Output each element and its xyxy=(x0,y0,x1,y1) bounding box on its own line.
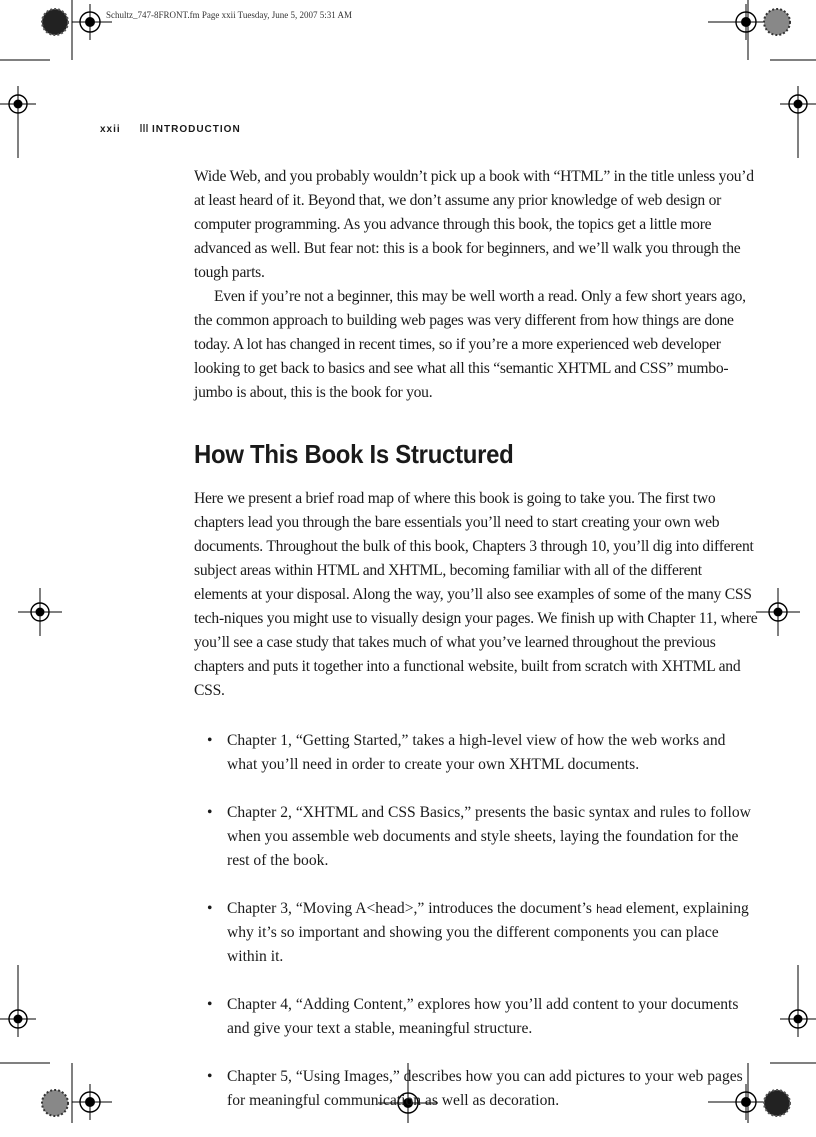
list-item xyxy=(194,801,758,873)
list-item xyxy=(194,1065,758,1113)
dark-target-top-left-icon xyxy=(40,7,70,37)
running-head xyxy=(100,124,241,135)
registration-target-left-icon xyxy=(0,86,36,158)
chapter-summary: Chapter 4, “Adding Content,” explores how you’ll add content to your documents and give your text a stable, meaningful structure. xyxy=(227,996,739,1037)
section-marker-icon xyxy=(140,124,149,135)
print-slug: Schultz_747-8FRONT.fm Page xxii Tuesday, June 5, 2007 5:31 AM xyxy=(106,10,353,20)
bullet-icon: • xyxy=(207,900,213,917)
inline-code: head xyxy=(595,902,622,916)
registration-target-bottom-left-inner-icon xyxy=(72,1084,108,1120)
chapter-summary-part: element, explaining why it’s so important and showing you the different components you can place within it. xyxy=(227,900,749,965)
running-head-section: INTRODUCTION xyxy=(152,124,241,136)
section-heading: How This Book Is Structured xyxy=(194,439,514,469)
bullet-icon: • xyxy=(207,996,213,1013)
registration-target-right-icon xyxy=(780,86,816,158)
page-number: xxii xyxy=(100,124,121,136)
registration-target-top-left-icon xyxy=(72,4,108,40)
bullet-icon: • xyxy=(207,1068,213,1085)
chapter-summary: Chapter 1, “Getting Started,” takes a high-level view of how the web works and what you’ll need in order to create your own XHTML documents. xyxy=(227,732,726,773)
chapter-list xyxy=(194,729,758,1113)
registration-target-bottom-left-icon xyxy=(0,965,36,1037)
gray-target-bottom-left-icon xyxy=(40,1088,70,1118)
registration-target-mid-left-icon xyxy=(18,588,62,636)
bullet-icon: • xyxy=(207,804,213,821)
page-body xyxy=(194,165,758,1137)
registration-target-mid-right-icon xyxy=(756,588,800,636)
chapter-summary: Chapter 5, “Using Images,” describes how you can add pictures to your web pages for meaningful communication as well as decoration. xyxy=(227,1068,743,1109)
registration-target-bottom-right-icon xyxy=(780,965,816,1037)
structure-paragraph: Here we present a brief road map of where this book is going to take you. The first two chapters lead you through the bare essentials you’ll need to start creating your own web documents. Throughout the bulk of this book, Chapters 3 through 10, you’ll dig into different subject areas within HTML and XHTML, becoming familiar with all of the different elements at your disposal. Along the way, you’ll also see examples of some of the many CSS tech-niques you might use to visually design your pages. We finish up with Chapter 11, where you’ll see a case study that takes much of what you’ve learned throughout the previous chapters and puts it together into a functional website, built from scratch with XHTML and CSS. xyxy=(194,490,758,699)
intro-paragraph-1: Wide Web, and you probably wouldn’t pick up a book with “HTML” in the title unless you’d at least heard of it. Beyond that, we don’t assume any prior knowledge of web design or computer programming. As you advance through this book, the topics get a little more advanced as well. But fear not: this is a book for beginners, and we’ll walk you through the tough parts. xyxy=(194,168,754,281)
registration-target-top-right-icon xyxy=(728,4,764,40)
list-item xyxy=(194,729,758,777)
chapter-summary: Chapter 2, “XHTML and CSS Basics,” presents the basic syntax and rules to follow when you assemble web documents and style sheets, laying the foundation for the rest of the book. xyxy=(227,804,751,869)
chapter-summary-part: Chapter 3, “Moving A<head>,” introduces the document’s xyxy=(227,900,596,917)
intro-paragraph-2: Even if you’re not a beginner, this may be well worth a read. Only a few short years ago, the common approach to building web pages was very different from how things are done today. A lot has changed in recent times, so if you’re a more experienced web developer looking to get back to basics and see what all this “semantic XHTML and CSS” mumbo-jumbo is about, this is the book for you. xyxy=(194,288,746,401)
gray-target-top-right-icon xyxy=(762,7,792,37)
list-item xyxy=(194,993,758,1041)
list-item xyxy=(194,897,758,969)
bullet-icon: • xyxy=(207,732,213,749)
dark-target-bottom-right-icon xyxy=(762,1088,792,1118)
